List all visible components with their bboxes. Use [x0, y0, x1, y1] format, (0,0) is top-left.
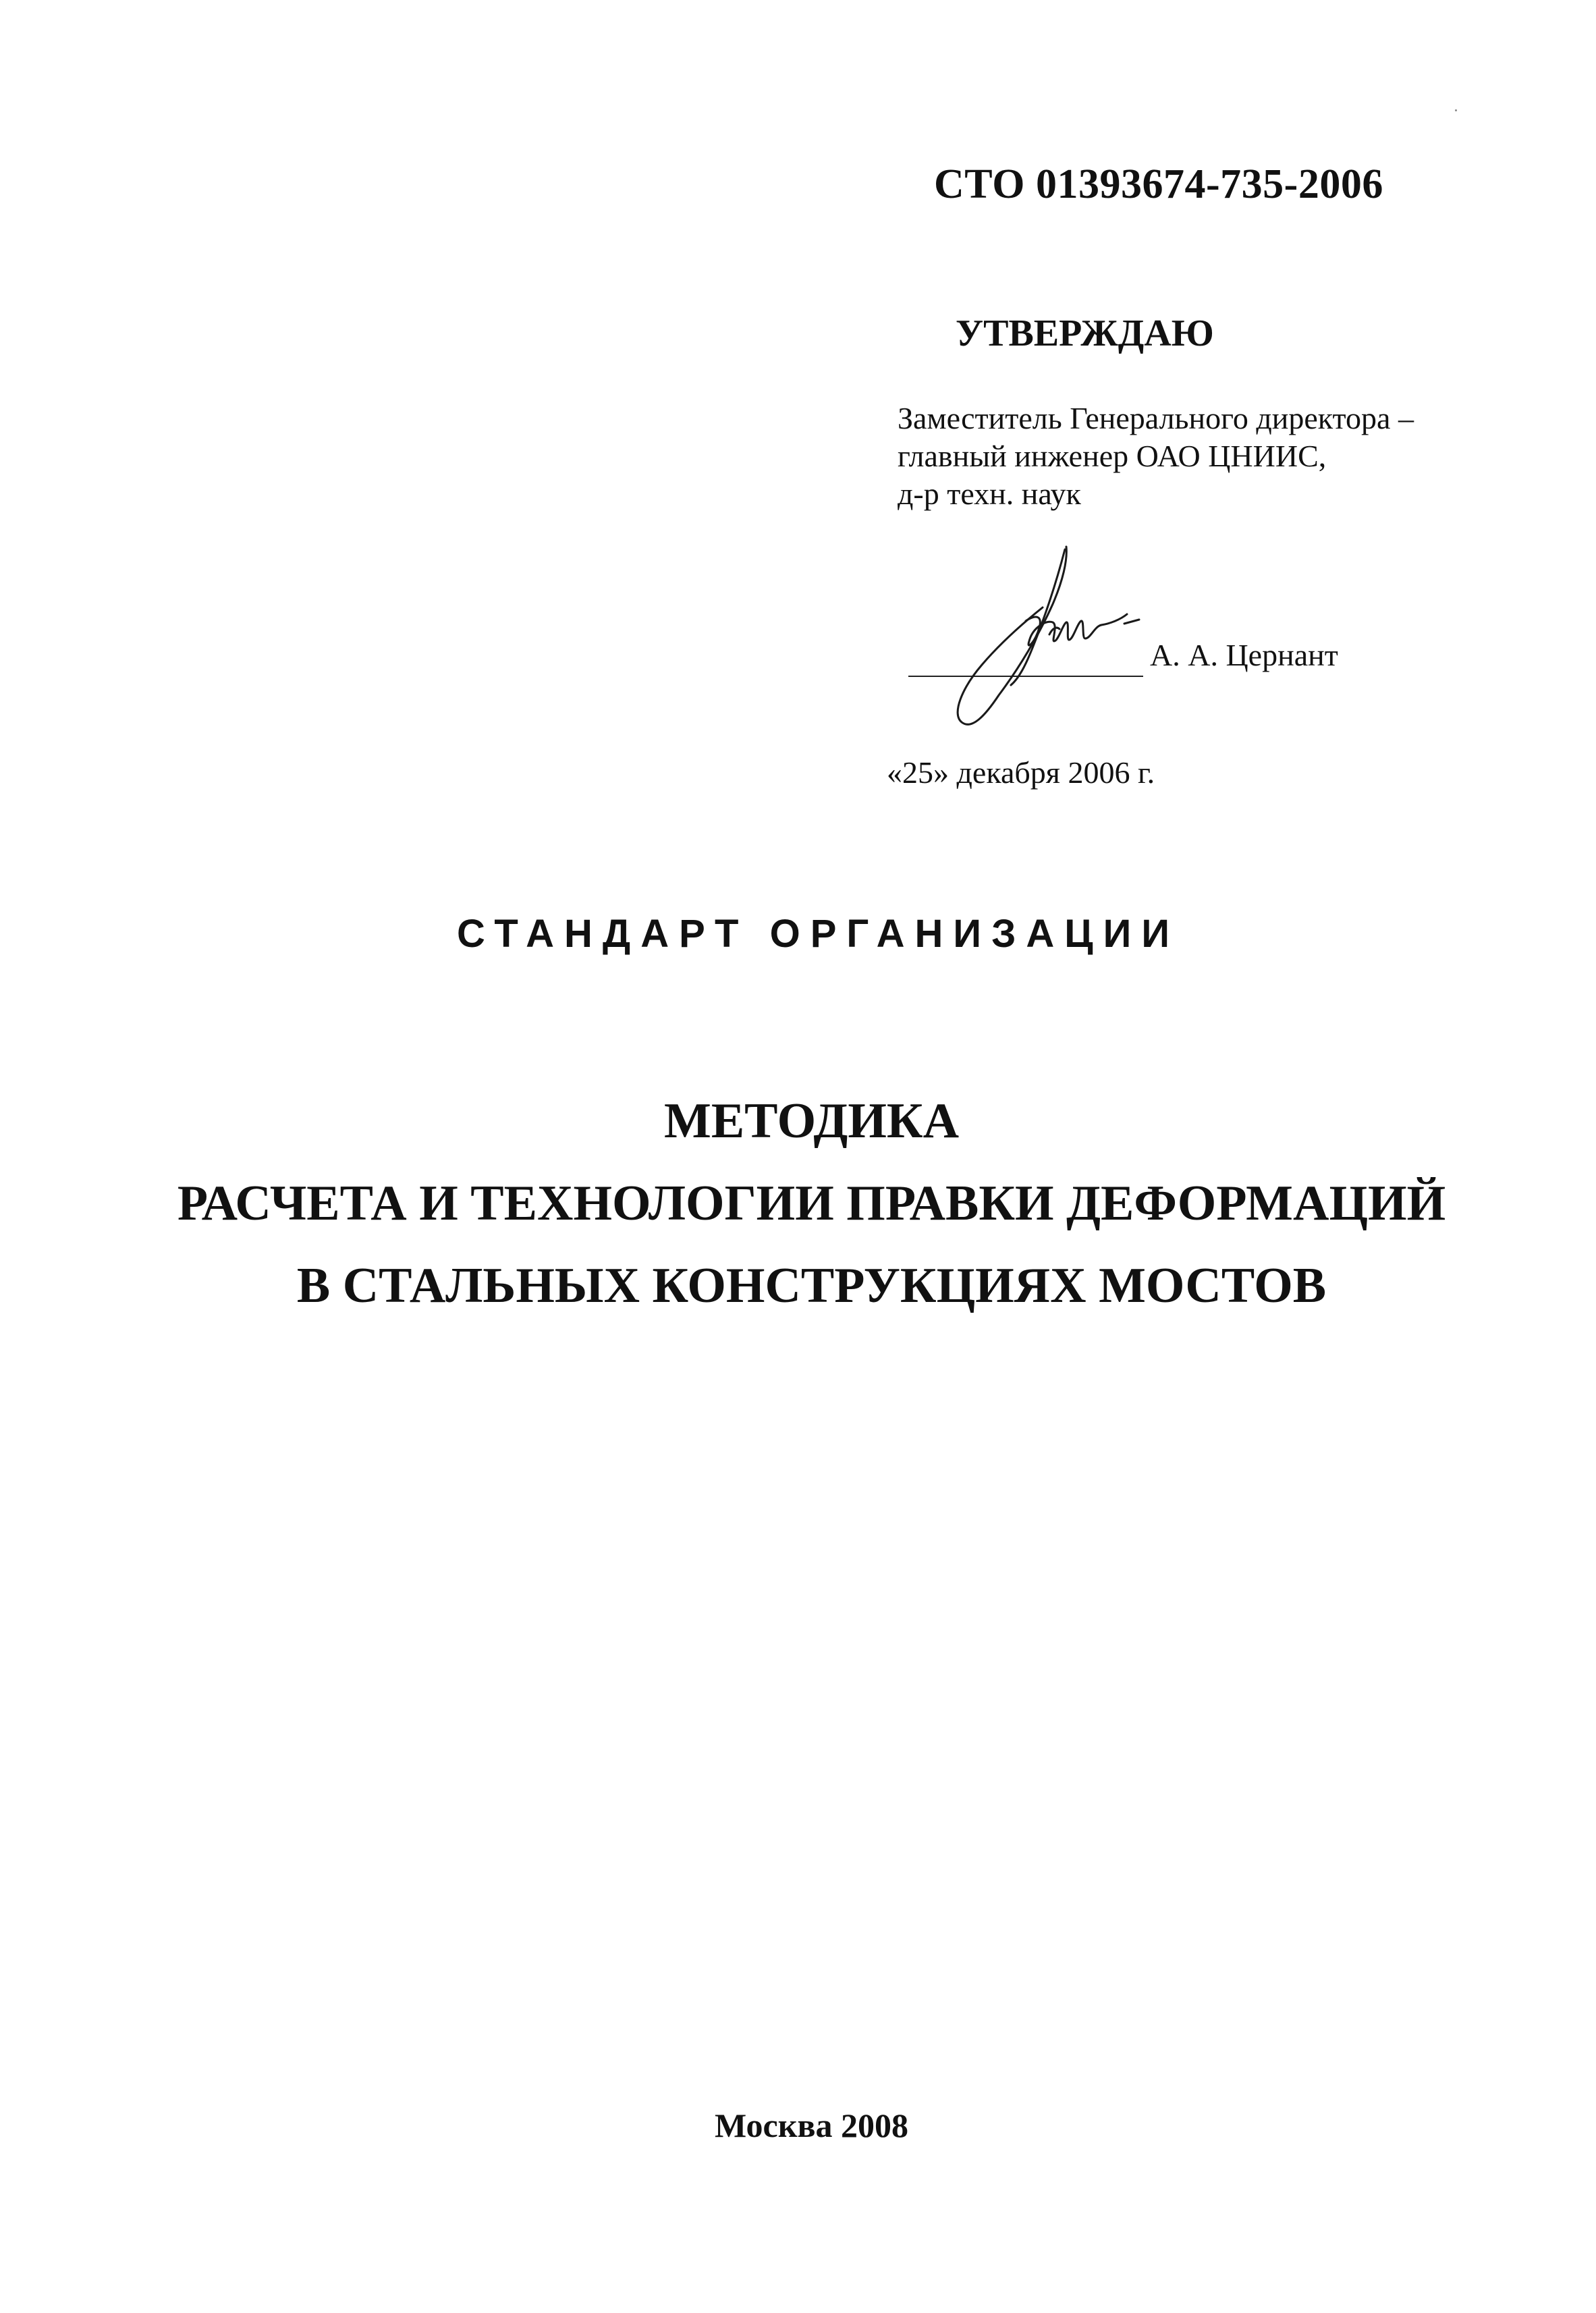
standard-type: СТАНДАРТ ОРГАНИЗАЦИИ — [456, 912, 1180, 956]
approval-date: «25» декабря 2006 г. — [887, 755, 1155, 790]
document-title — [0, 1080, 1596, 1327]
approver-position-line: главный инженер ОАО ЦНИИС, — [898, 439, 1327, 473]
title-line: МЕТОДИКА — [663, 1093, 960, 1149]
scan-artifact — [1455, 109, 1457, 111]
signer-name: А. А. Цернант — [1150, 638, 1338, 672]
approver-position-line: д-р техн. наук — [898, 477, 1081, 511]
title-line: В СТАЛЬНЫХ КОНСТРУКЦИЯХ МОСТОВ — [296, 1258, 1327, 1313]
title-line: РАСЧЕТА И ТЕХНОЛОГИИ ПРАВКИ ДЕФОРМАЦИЙ — [177, 1176, 1446, 1231]
document-code: СТО 01393674-735-2006 — [934, 161, 1383, 207]
approval-heading: УТВЕРЖДАЮ — [956, 312, 1214, 354]
approver-position — [898, 400, 1414, 513]
approver-position-line: Заместитель Генерального директора – — [898, 401, 1414, 435]
handwritten-signature — [925, 540, 1154, 736]
publication-place-year: Москва 2008 — [714, 2106, 909, 2144]
